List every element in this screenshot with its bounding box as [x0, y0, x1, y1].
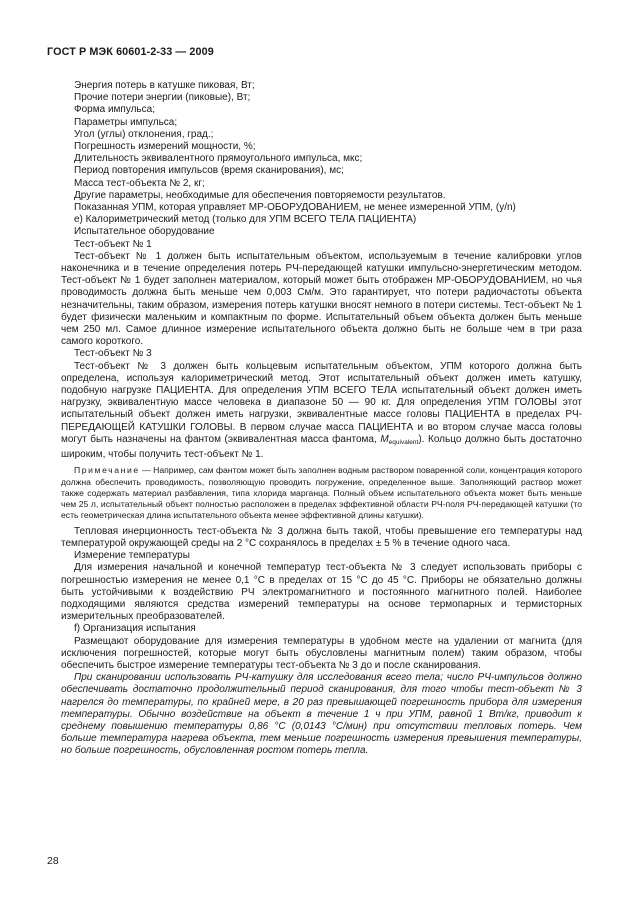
list-item: Форма импульса; — [74, 104, 155, 116]
list-item: Энергия потерь в катушке пиковая, Вт; — [74, 80, 255, 91]
test-equipment-heading: Испытательное оборудование — [74, 226, 215, 238]
mass-symbol: M — [380, 433, 389, 445]
test-object-1-paragraph: Тест-объект № 1 должен быть испытательным объектом, используемым в течение калибровки углов наконечника и в течение определения потерь РЧ-передающей катушки импульсно-энергетическим методом. Тест-объект № 1 будет заполнен материалом, который может быть отображен МР-ОБОРУДОВАНИЕМ, но чья проводимость должна быть меньше чем 0,003 См/м. Это гарантирует, что потери радиочастоты объекта незначительны, таким образом, измерения потерь катушки вносят немного в потери системы. Тест-объект № 1 будет физически маленьким и компактным по форме. Испытательный объем объекта должен быть меньше чем 250 мл. Самое длинное измерение испытательного объекта должно быть не больше чем в три раза самого короткого. — [61, 250, 582, 348]
list-item: Погрешность измерений мощности, %; — [74, 141, 256, 153]
note-text: — Например, сам фантом может быть заполнен водным раствором поваренной соли, концентрация которого должна обеспечить проводимость, позволяющую проводить погружение, определенное выше. Заполняющий раствор может также содержать материал разбавления, типа хлорида марганца. Полный объем испытательного объекта может быть меньше чем 25 л, испытательный объект полностью расположен в пределах эффективной области РЧ-поля РЧ-передающей катушки (то есть геометрическая длина испытательного объекта менее эффективной длины катушки). — [61, 465, 582, 521]
test-object-3-text-b: ). Кольцо должно быть достаточно широким, чтобы получить тест-объект № 1. — [61, 433, 582, 461]
list-item: Масса тест-объекта № 2, кг; — [74, 177, 205, 189]
document-body — [61, 80, 582, 758]
shown-upm-line: Показанная УПМ, которая управляет МР-ОБОРУДОВАНИЕМ, не менее измеренной УПМ, (у/n) — [74, 202, 516, 214]
document-header: ГОСТ Р МЭК 60601-2-33 — 2009 — [47, 46, 214, 58]
mass-subscript: equivalent — [388, 438, 419, 446]
temperature-measurement-paragraph: Для измерения начальной и конечной температур тест-объекта № 3 следует использовать приборы с погрешностью измерения не менее 0,1 °С в пределах от 15 °С до 45 °С. Приборы не обязательно должны быть устойчивыми к воздействию РЧ электромагнитного и постоянного магнитного полей. Наиболее подходящими являются средства измерений температуры на основе термопарных и термисторных измерительных преобразователей. — [61, 562, 582, 623]
list-item: Параметры импульса; — [74, 116, 178, 128]
section-e-heading: е) Калориметрический метод (только для УПМ ВСЕГО ТЕЛА ПАЦИЕНТА) — [74, 214, 417, 226]
scanning-paragraph: При сканировании использовать РЧ-катушку для исследования всего тела; число РЧ-импульсов должно обеспечивать достаточно продолжительный период сканирования, для того чтобы тест-объект № 3 нагрелся до температуры, по крайней мере, в 20 раз превышающей погрешность прибора для измерения температуры. Обычно воздействие на объект в течение 1 ч при УПМ, равной 1 Вт/кг, приводит к среднему повышению температуры 0,86 °С (0,0143 °С/мин) при отсутствии тепловых потерь. Чем больше температура нагрева объекта, тем меньше погрешность измерения превышения температуры, но больше погрешность, обусловленная ростом потерь тепла. — [61, 672, 582, 757]
list-item: Другие параметры, необходимые для обеспечения повторяемости результатов. — [74, 189, 446, 201]
test-object-3-heading: Тест-объект № 3 — [74, 348, 152, 360]
list-item: Прочие потери энергии (пиковые), Вт; — [74, 92, 251, 104]
temperature-measurement-heading: Измерение температуры — [74, 550, 190, 562]
note-paragraph — [61, 465, 582, 521]
page-number: 28 — [47, 855, 59, 867]
test-object-1-heading: Тест-объект № 1 — [74, 238, 152, 250]
list-item: Угол (углы) отклонения, град.; — [74, 128, 214, 140]
test-object-3-text-a: Тест-объект № 3 должен быть кольцевым испытательным объектом, УПМ которого должна быть определена, используя калориметрический метод. Этот испытательный объект должен иметь катушку, подобную нагрузке ПАЦИЕНТА. Для определения УПМ ВСЕГО ТЕЛА испытательный объект должен иметь нагрузку, эквивалентную массе человека в диапазоне 50 — 90 кг. Для определения УПМ ГОЛОВЫ этот испытательный объект должен иметь нагрузки, эквивалентные массе головы ПАЦИЕНТА в пределах РЧ-ПЕРЕДАЮЩЕЙ КАТУШКИ ГОЛОВЫ. В первом случае масса ПАЦИЕНТА и во втором случае масса головы могут быть назначены на фантом (эквивалентная масса фантома, — [61, 360, 582, 445]
list-item: Период повторения импульсов (время сканирования), мс; — [74, 165, 344, 177]
test-object-3-paragraph — [61, 361, 582, 462]
thermal-inertia-paragraph: Тепловая инерционность тест-объекта № 3 должна быть такой, чтобы превышение его температуры над температурой окружающей среды на 2 °С сохранялось в пределах ± 5 % в течение одного часа. — [61, 525, 582, 549]
organization-paragraph: Размещают оборудование для измерения температуры в удобном месте на удалении от магнита (для исключения погрешностей, которые могут быть обусловлены магнитным полем) таким образом, чтобы обеспечить быстрое измерение температуры тест-объекта № 3 до и после сканирования. — [61, 635, 582, 672]
section-f-heading: f) Организация испытания — [74, 623, 196, 635]
list-item: Длительность эквивалентного прямоугольного импульса, мкс; — [74, 153, 363, 165]
parameter-list — [61, 80, 582, 202]
note-label: Примечание — [74, 465, 140, 476]
